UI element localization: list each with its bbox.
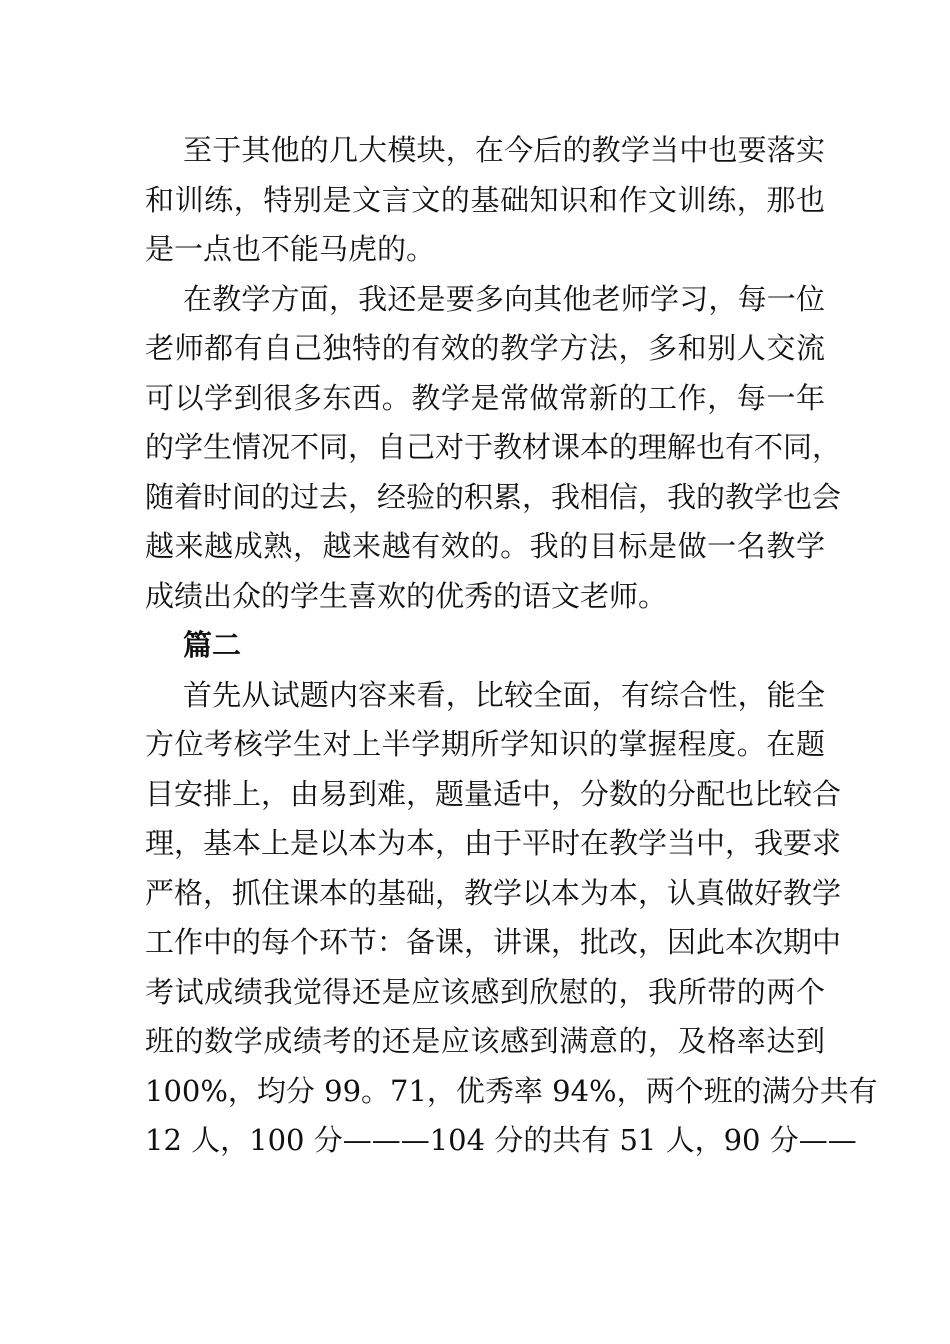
paragraph-2-line-2: 老师都有自己独特的有效的教学方法，多和别人交流 bbox=[145, 331, 825, 365]
paragraph-1-line-1: 至于其他的几大模块，在今后的教学当中也要落实 bbox=[183, 133, 825, 167]
section-heading: 篇二 bbox=[183, 628, 242, 662]
paragraph-2-line-7: 成绩出众的学生喜欢的优秀的语文老师。 bbox=[145, 578, 668, 613]
paragraph-3-line-8: 班的数学成绩考的还是应该感到满意的，及格率达到 bbox=[145, 1024, 825, 1058]
paragraph-3-line-6: 工作中的每个环节：备课，讲课，批改，因此本次期中 bbox=[145, 925, 842, 959]
paragraph-3-line-7: 考试成绩我觉得还是应该感到欣慰的，我所带的两个 bbox=[145, 974, 825, 1009]
paragraph-3-line-4: 理，基本上是以本为本，由于平时在教学当中，我要求 bbox=[145, 826, 842, 860]
paragraph-3-line-10: 12 人，100 分———104 分的共有 51 人，90 分—— bbox=[145, 1123, 857, 1157]
paragraph-3-line-5: 严格，抓住课本的基础，教学以本为本，认真做好教学 bbox=[145, 875, 842, 910]
paragraph-2-line-3: 可以学到很多东西。教学是常做常新的工作，每一年 bbox=[145, 380, 825, 415]
paragraph-3-line-2: 方位考核学生对上半学期所学知识的掌握程度。在题 bbox=[145, 727, 825, 761]
paragraph-3-line-1: 首先从试题内容来看，比较全面，有综合性，能全 bbox=[183, 677, 825, 712]
paragraph-1-line-3: 是一点也不能马虎的。 bbox=[145, 232, 436, 266]
document-body bbox=[145, 126, 878, 1166]
paragraph-3-line-3: 目安排上，由易到难，题量适中，分数的分配也比较合 bbox=[145, 776, 842, 811]
paragraph-3-line-9: 100%，均分 99。71，优秀率 94%，两个班的满分共有 bbox=[145, 1073, 878, 1108]
paragraph-1-line-2: 和训练，特别是文言文的基础知识和作文训练，那也 bbox=[145, 182, 825, 217]
paragraph-2-line-4: 的学生情况不同，自己对于教材课本的理解也有不同， bbox=[145, 430, 842, 464]
paragraph-2-line-5: 随着时间的过去，经验的积累，我相信，我的教学也会 bbox=[145, 479, 842, 514]
paragraph-2-line-1: 在教学方面，我还是要多向其他老师学习，每一位 bbox=[183, 281, 825, 316]
paragraph-2-line-6: 越来越成熟，越来越有效的。我的目标是做一名教学 bbox=[145, 529, 825, 563]
